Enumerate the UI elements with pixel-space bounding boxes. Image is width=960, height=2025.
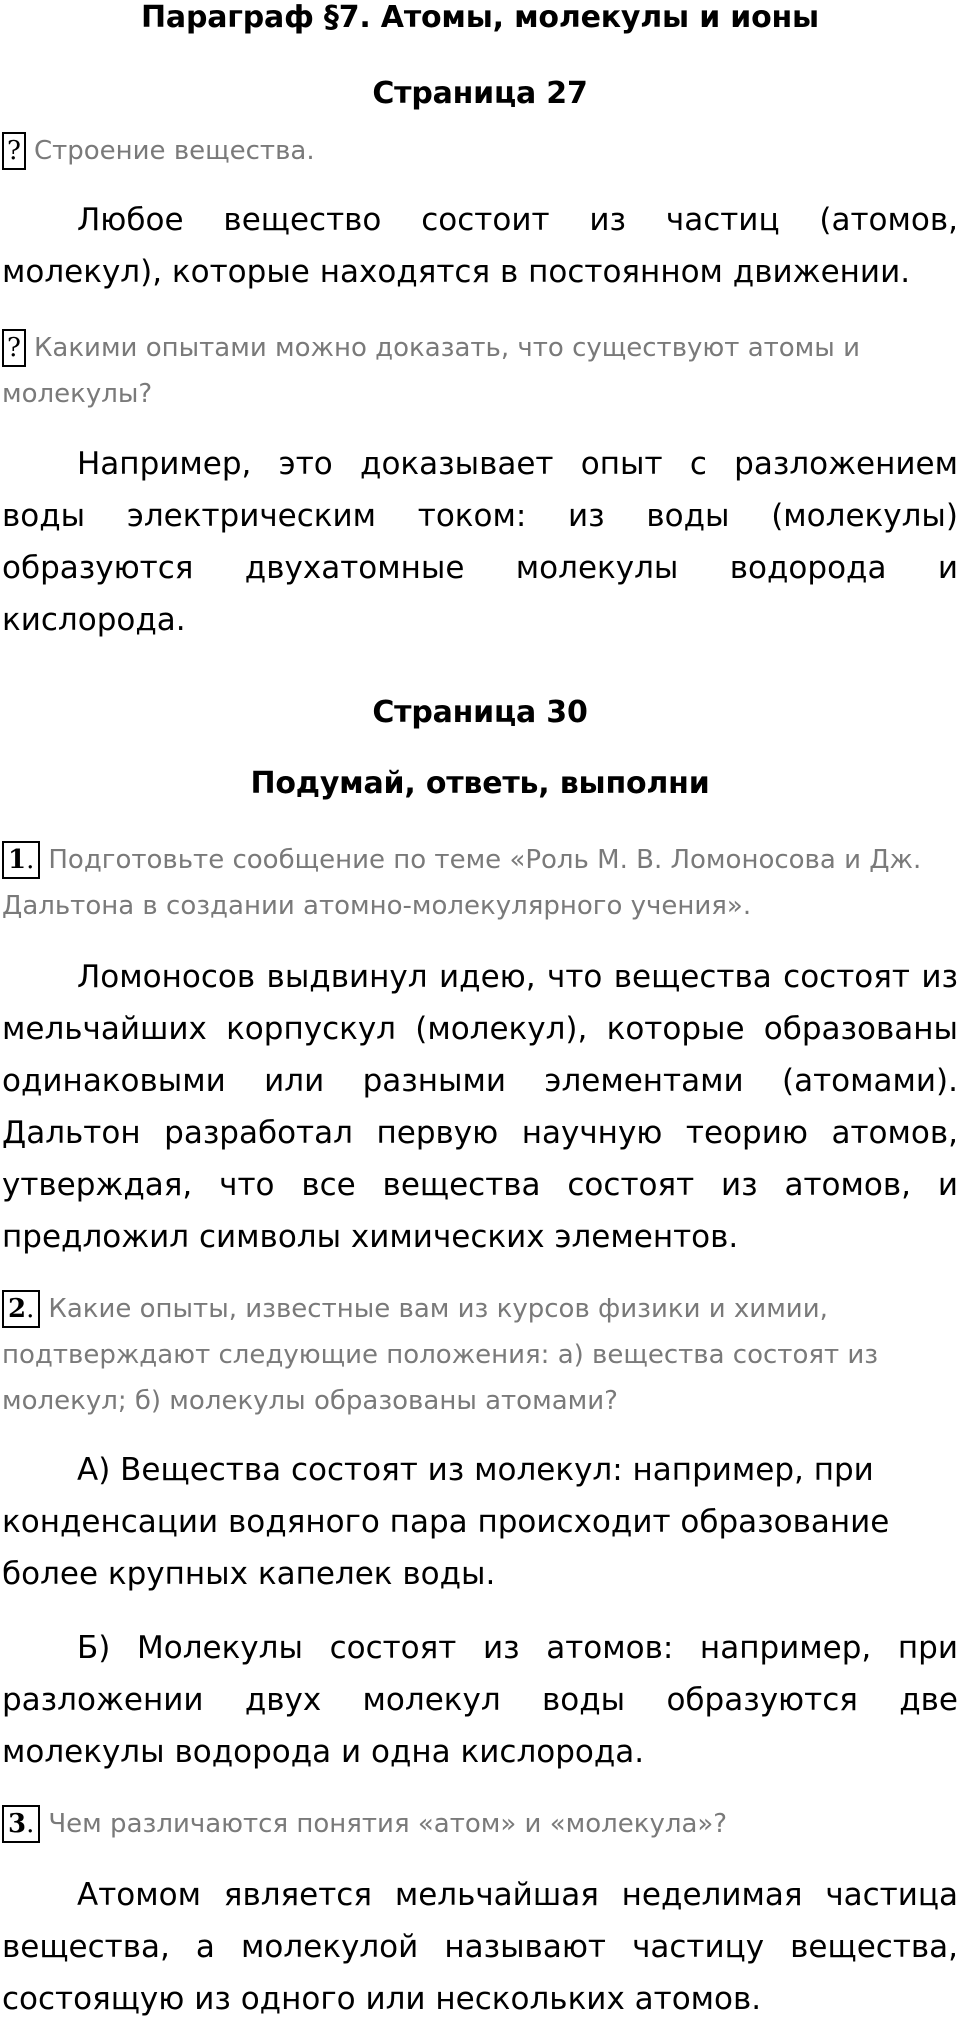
task-3 [2, 1801, 950, 1847]
answer-2: Например, это доказывает опыт с разложением воды электрическим током: из воды (молекулы) образуются двухатомные молекулы водорода и кислорода. [2, 446, 958, 638]
question-2-text: Какими опытами можно доказать, что существуют атомы и молекулы? [2, 333, 860, 409]
task-3-text: Чем различаются понятия «атом» и «молекула»? [48, 1809, 728, 1839]
task-1-number-badge: 1. [2, 841, 40, 879]
page-27-heading: Страница 27 [372, 76, 588, 111]
task-2-answer-b: Б) Молекулы состоят из атомов: например, при разложении двух молекул воды образуются две молекулы водорода и одна кислорода. [2, 1630, 958, 1770]
question-1-text: Строение вещества. [33, 136, 315, 166]
task-2 [2, 1286, 950, 1424]
section-heading: Подумай, ответь, выполни [250, 766, 710, 801]
task-2-answer-a: А) Вещества состоят из молекул: например, при конденсации водяного пара происходит образование более крупных капелек воды. [2, 1452, 890, 1592]
question-1 [2, 128, 950, 174]
answer-1: Любое вещество состоит из частиц (атомов, молекул), которые находятся в постоянном движении. [2, 202, 958, 290]
task-3-answer: Атомом является мельчайшая неделимая частица вещества, а молекулой называют частицу вещества, состоящую из одного или нескольких атомов. [2, 1877, 958, 2017]
task-3-number-badge: 3. [2, 1805, 40, 1843]
page-30-heading: Страница 30 [372, 695, 588, 730]
task-1-text: Подготовьте сообщение по теме «Роль М. В. Ломоносова и Дж. Дальтона в создании атомно-молекулярного учения». [2, 845, 922, 921]
task-2-text: Какие опыты, известные вам из курсов физики и химии, подтверждают следующие положения: а) вещества состоят из молекул; б) молекулы образованы атомами? [2, 1294, 879, 1416]
task-1-answer: Ломоносов выдвинул идею, что вещества состоят из мельчайших корпускул (молекул), которые образованы одинаковыми или разными элементами (атомами). Дальтон разработал первую научную теорию атомов, утверждая, что все вещества состоят из атомов, и предложил символы химических элементов. [2, 959, 958, 1255]
question-2 [2, 325, 950, 417]
document-title: Параграф §7. Атомы, молекулы и ионы [141, 0, 819, 35]
task-2-number-badge: 2. [2, 1290, 40, 1328]
task-1 [2, 837, 950, 929]
question-mark-icon: ? [2, 132, 26, 170]
question-mark-icon: ? [2, 329, 26, 367]
